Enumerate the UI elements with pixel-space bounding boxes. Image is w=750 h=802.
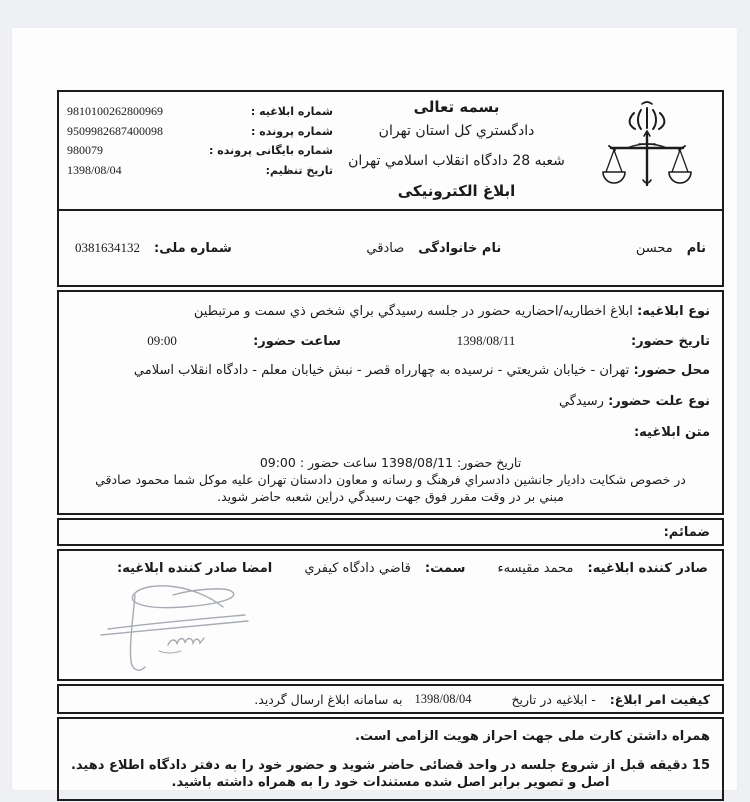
case-number-value: 9509982687400098 <box>67 123 163 138</box>
attendance-time-value: 09:00 <box>147 333 177 348</box>
note-national-card: همراه داشتن کارت ملی جهت احراز هویت الزامی است. <box>355 729 710 744</box>
archive-number-value: 980079 <box>67 143 103 157</box>
delivery-text-before-date: - ابلاغیه در تاریخ <box>511 691 596 707</box>
body-line-3: مبني بر در وقت مقرر فوق جهت رسیدگي دراین شعبه حاضر شوید. <box>217 489 564 504</box>
notification-number-label: شماره ابلاغیه : <box>250 105 333 118</box>
note-arrive-early: 15 دقیقه قبل از شروع جلسه در واحد قضائی حاضر شوید و حضور خود را به دفتر دادگاه اطلاع دهید. <box>70 758 710 773</box>
national-id-label: شماره ملی: <box>154 241 232 256</box>
header-titles <box>341 92 572 209</box>
notification-body-label-row <box>71 423 710 442</box>
issuer-row <box>59 551 722 576</box>
issuer-pair <box>498 561 708 576</box>
notification-type-row <box>71 302 710 321</box>
body-line-2: در خصوص شکایت دادیار جانشین دادسراي فرهنگ و رسانه و معاون دادستان تهران علیه موکل شما محمود صادقي <box>95 472 686 487</box>
notification-type-value: ابلاغ اخطاریه/احضاریه حضور در جلسه رسیدگي براي شخص ذي سمت و مرتبطین <box>193 304 633 319</box>
note-bring-documents: اصل و تصویر برابر اصل شده مستندات خود را به همراه داشته باشید. <box>171 775 610 790</box>
document-title: ابلاغ الکترونیکی <box>397 182 516 200</box>
attendance-reason-value: رسیدگي <box>558 394 604 409</box>
signature-caption-pair <box>117 561 272 576</box>
position-pair <box>304 561 465 576</box>
position-value: قاضي دادگاه کیفري <box>304 561 411 576</box>
attachments-label: ضمائم: <box>663 524 710 540</box>
issuer-section <box>57 549 724 681</box>
bismillah-text: بسمه تعالی <box>413 98 500 116</box>
attendance-location-value: تهران - خیابان شریعتي - نرسیده به چهارراه قصر - نبش خیابان معلم - دادگاه انقلاب اسلامي <box>133 363 630 378</box>
first-name-pair <box>636 241 706 256</box>
delivery-status-label: کیفیت امر ابلاغ: <box>609 691 710 707</box>
issue-date-row <box>65 161 333 181</box>
attendance-location-label: محل حضور: <box>633 363 710 378</box>
delivery-date-value: 1398/08/04 <box>414 691 472 706</box>
notification-details-section <box>57 290 724 515</box>
issue-date-value: 1398/08/04 <box>67 162 122 177</box>
handwritten-signature <box>73 577 283 681</box>
attendance-date-value: 1398/08/11 <box>456 333 516 348</box>
attendance-reason-label: نوع علت حضور: <box>608 394 710 409</box>
family-name-value: صادقي <box>366 240 405 256</box>
notification-type-label: نوع ابلاغیه: <box>637 304 710 319</box>
national-id-value: 0381634132 <box>75 240 141 255</box>
attachments-section <box>57 518 724 546</box>
notification-number-row <box>65 102 333 122</box>
court-branch-title: شعبه 28 دادگاه انقلاب اسلامي تهران <box>348 153 565 169</box>
notification-body-text <box>71 454 710 505</box>
case-number-label: شماره پرونده : <box>251 124 333 138</box>
national-id-pair <box>75 240 232 256</box>
first-name-label: نام <box>686 240 706 256</box>
attendance-reason-row <box>71 392 710 411</box>
justice-org-title: دادگستري کل استان تهران <box>378 123 535 139</box>
archive-number-label: شماره بایگانی پرونده : <box>208 144 333 157</box>
issue-date-label: تاریخ تنظیم: <box>265 163 333 177</box>
attendance-datetime-row <box>71 333 710 349</box>
attendance-date-label: تاریخ حضور: <box>630 334 710 349</box>
instructions-section <box>57 717 724 801</box>
family-name-pair <box>366 241 501 256</box>
scales-of-justice-icon <box>597 100 697 206</box>
notification-body-label: متن ابلاغیه: <box>633 425 710 440</box>
header-reference-numbers <box>59 92 341 209</box>
first-name-value: محسن <box>635 240 673 256</box>
note-arrival-and-documents <box>71 757 710 791</box>
issuer-name-value: محمد مقیسهء <box>497 561 574 576</box>
body-line-1: تاریخ حضور: 1398/08/11 ساعت حضور : 09:00 <box>259 455 522 470</box>
position-label: سمت: <box>424 561 466 576</box>
header-section <box>57 90 724 209</box>
notification-document <box>57 90 724 801</box>
family-name-label: نام خانوادگی <box>418 240 502 256</box>
case-number-row <box>65 122 333 142</box>
delivery-status-section <box>57 684 724 714</box>
signature-caption-label: امضا صادر کننده ابلاغیه: <box>117 561 273 576</box>
attendance-location-row <box>71 361 710 380</box>
issuer-label: صادر کننده ابلاغیه: <box>587 561 708 576</box>
archive-number-row <box>65 141 333 161</box>
notification-number-value: 9810100262800969 <box>67 104 163 118</box>
recipient-section <box>57 209 724 287</box>
attendance-time-label: ساعت حضور: <box>253 334 341 349</box>
judiciary-emblem <box>572 92 722 209</box>
document-sheet <box>12 28 737 790</box>
delivery-text-after-date: به سامانه ابلاغ ارسال گردید. <box>254 691 403 707</box>
